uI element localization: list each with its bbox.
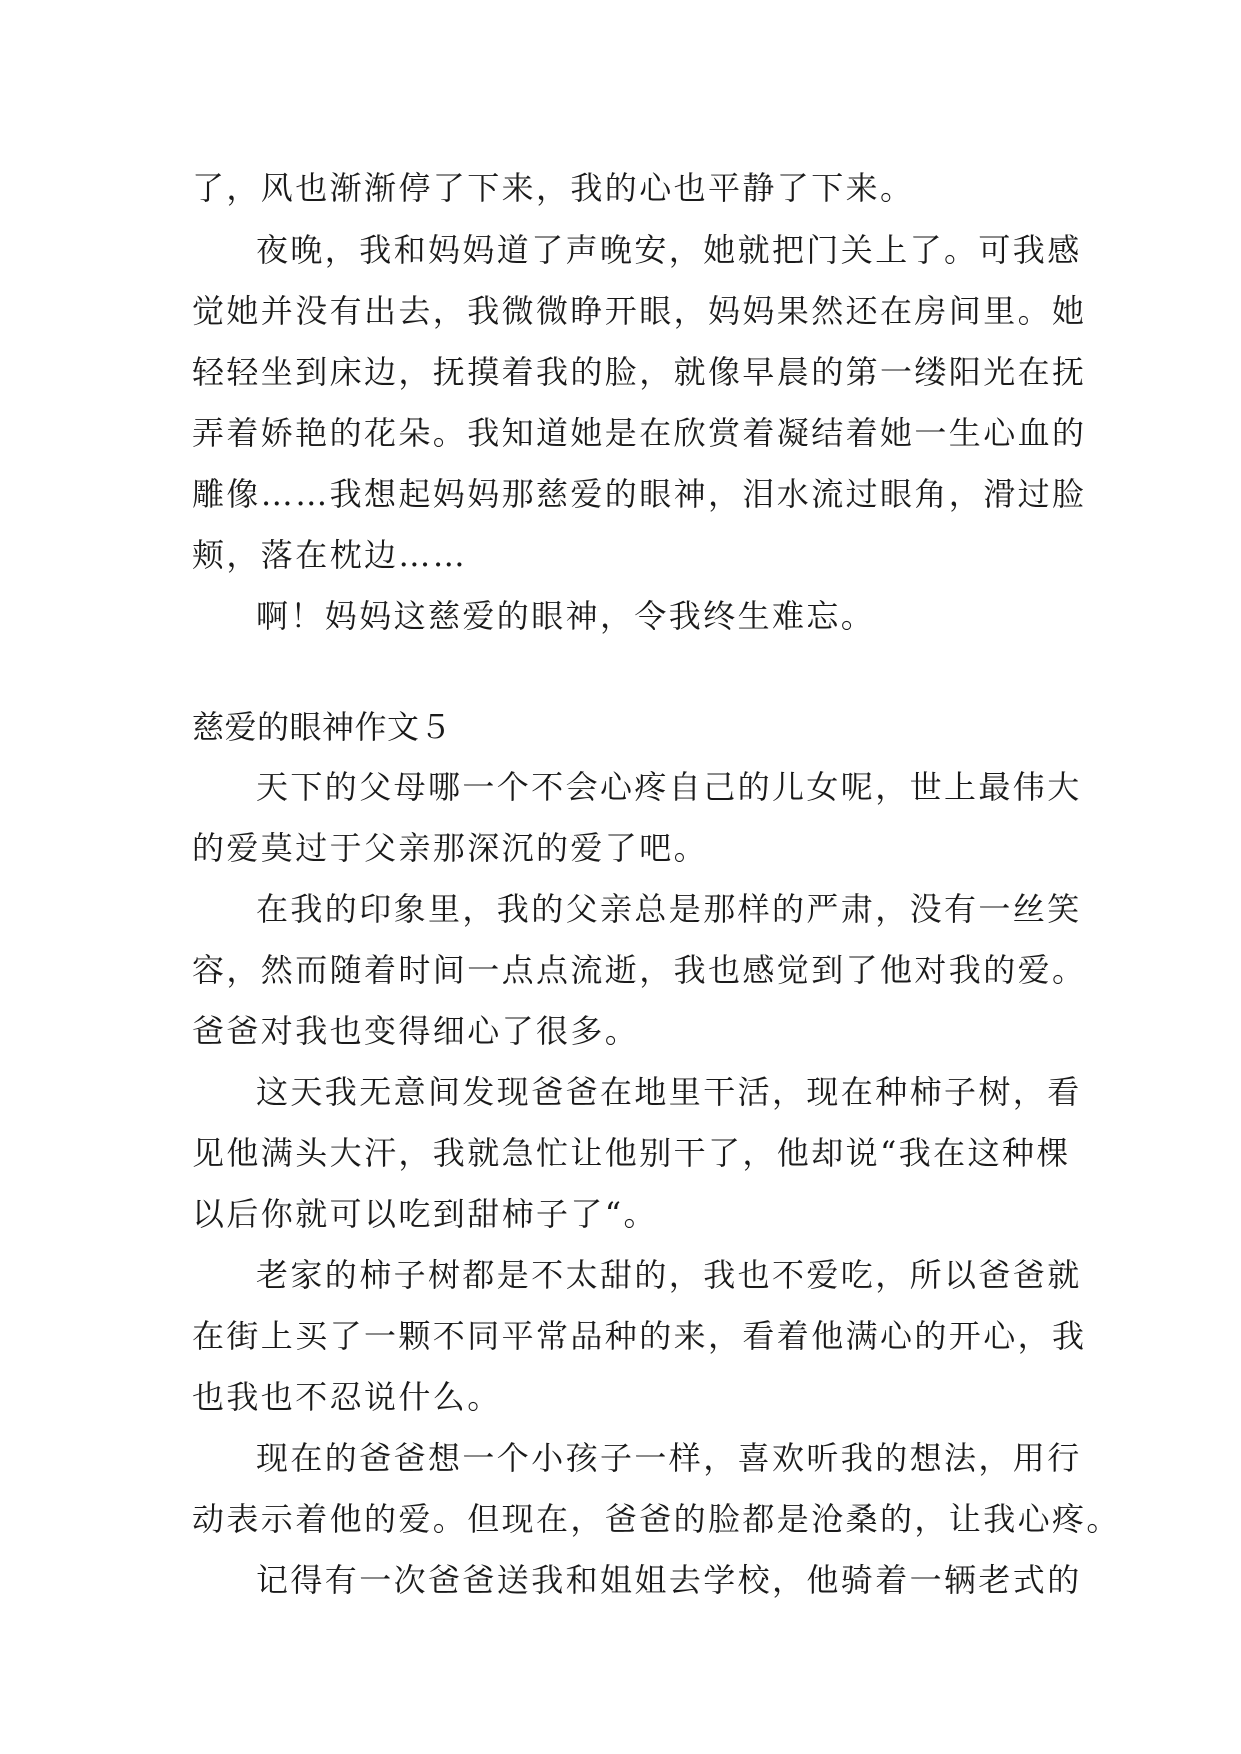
text-line: 动表示着他的爱。但现在，爸爸的脸都是沧桑的，让我心疼。 [192,1500,1121,1538]
text-line: 了，风也渐渐停了下来，我的心也平静了下来。 [192,169,915,207]
text-line: 在街上买了一颗不同平常品种的来，看着他满心的开心，我 [192,1317,1087,1355]
text-line: 爸爸对我也变得细心了很多。 [192,1012,640,1050]
text-line: 也我也不忍说什么。 [192,1378,502,1416]
text-line: 见他满头大汗，我就急忙让他别干了，他却说“我在这种棵 [192,1134,1071,1172]
paragraph-first-line: 天下的父母哪一个不会心疼自己的儿女呢，世上最伟大 [256,768,1082,806]
text-line: 雕像……我想起妈妈那慈爱的眼神，泪水流过眼角，滑过脸 [192,475,1087,513]
paragraph-first-line: 老家的柿子树都是不太甜的，我也不爱吃，所以爸爸就 [256,1256,1082,1294]
paragraph-first-line: 现在的爸爸想一个小孩子一样，喜欢听我的想法，用行 [256,1439,1082,1477]
text-line: 觉她并没有出去，我微微睁开眼，妈妈果然还在房间里。她 [192,292,1087,330]
section-heading: 慈爱的眼神作文５ [192,708,453,746]
text-line: 弄着娇艳的花朵。我知道她是在欣赏着凝结着她一生心血的 [192,414,1087,452]
text-line: 容，然而随着时间一点点流逝，我也感觉到了他对我的爱。 [192,951,1087,989]
text-line: 颊，落在枕边…… [192,536,468,574]
paragraph-first-line: 记得有一次爸爸送我和姐姐去学校，他骑着一辆老式的 [256,1561,1082,1599]
text-line: 轻轻坐到床边，抚摸着我的脸，就像早晨的第一缕阳光在抚 [192,353,1087,391]
paragraph-first-line: 夜晚，我和妈妈道了声晚安，她就把门关上了。可我感 [256,231,1082,269]
text-line: 以后你就可以吃到甜柿子了“。 [192,1195,658,1233]
paragraph-first-line: 这天我无意间发现爸爸在地里干活，现在种柿子树，看 [256,1073,1082,1111]
paragraph-first-line: 在我的印象里，我的父亲总是那样的严肃，没有一丝笑 [256,890,1082,928]
paragraph-first-line: 啊！妈妈这慈爱的眼神，令我终生难忘。 [256,597,876,635]
text-line: 的爱莫过于父亲那深沉的爱了吧。 [192,829,709,867]
